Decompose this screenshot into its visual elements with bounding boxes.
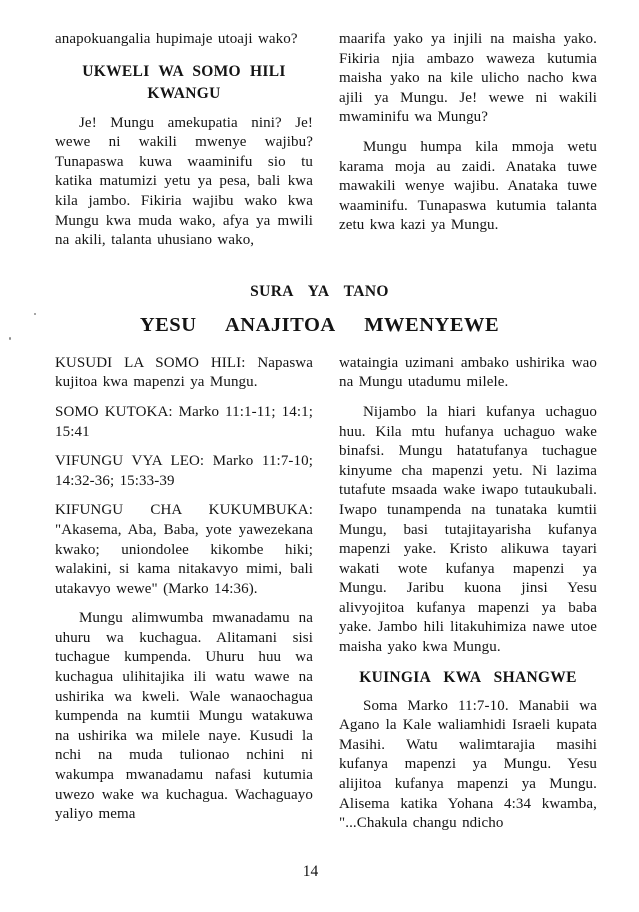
paragraph-continuation: wataingia uzimani ambako ushirika wao na Mungu utadumu milele. xyxy=(339,354,597,391)
section-heading-ukweli: UKWELI WA SOMO HILI KWANGU xyxy=(82,62,286,102)
scan-speck xyxy=(9,337,11,340)
bottom-section xyxy=(0,337,639,840)
bottom-right-column xyxy=(339,354,597,840)
lesson-reading: SOMO KUTOKA: Marko 11:1-11; 14:1; 15:41 xyxy=(55,403,313,440)
paragraph-continuation: anapokuangalia hupimaje utoaji wako? xyxy=(55,31,298,47)
bottom-left-column xyxy=(55,354,313,840)
chapter-number-heading: SURA YA TANO xyxy=(250,282,389,300)
paragraph: Nijambo la hiari kufanya uchaguo huu. Kila mtu hufanya uchaguo wake binafsi. Mungu hatatufanya tuchague kinyume cha mapenzi yetu. Ni lazima tutafute msaada wake iwapo tutaukubali. Iwapo tunampenda na tunataka kumtii Mungu, basi tutajitayarisha kufanya mapenzi yake. Kristo alikuwa tayari wakati wote kufanya mapenzi ya Mungu. Jaribu kuona jinsi Yesu alivyojitoa kufanya mapenzi ya baba yake. Jambo hili litakuhimiza nawe utoe maisha yako kwa Mungu. xyxy=(339,403,597,656)
page-number: 14 xyxy=(302,863,319,880)
paragraph: Mungu alimwumba mwanadamu na uhuru wa kuchagua. Alitamani sisi tuchague kumpenda. Uhuru huu wa kuchagua ulihitajika ili watu wawe na ushirika wa kweli. Wale wanaochagua kumpenda na kumtii Mungu watakuwa na ushirika wa milele naye. Kusudi la nchi na muda tulionao nchini ni wakumpa mwanadamu nafasi kutumia uwezo wake wa kuchagua. Wachaguayo yaliyo mema xyxy=(55,610,313,823)
chapter-title: YESU ANAJITOA MWENYEWE xyxy=(139,313,500,336)
section-heading-kuingia: KUINGIA KWA SHANGWE xyxy=(359,668,577,686)
top-section xyxy=(0,0,639,257)
paragraph: Je! Mungu amekupatia nini? Je! wewe ni wakili mwenye wajibu? Tunapaswa kuwa waaminifu sio tu katika matumizi yetu ya pesa, bali kwa kila jambo. Fikiria wajibu wako kwa Mungu kwa muda wako, afya ya mwili na akili, talanta uhusiano wako, xyxy=(55,114,313,249)
paragraph: Mungu humpa kila mmoja wetu karama moja au zaidi. Anataka tuwe mawakili wenye wajibu. Anataka tuwe waaminifu. Tunapaswa kutumia talanta zetu kwa kazi ya Mungu. xyxy=(339,138,597,234)
paragraph: Soma Marko 11:7-10. Manabii wa Agano la Kale waliamhidi Israeli kupata Masihi. Watu walimtarajia masihi kufanya mapenzi ya Mungu. Yesu alijitoa kufanya mapenzi ya Mungu. Alisema katika Yohana 4:34 kwamba, "...Chakula changu ndicho xyxy=(339,697,597,832)
paragraph-continuation: maarifa yako ya injili na maisha yako. Fikiria njia ambazo waweza kutumia maisha yako na kile ulicho nacho kwa ajili ya Mungu. Je! wewe ni wakili mwaminifu wa Mungu? xyxy=(339,31,597,126)
top-left-column xyxy=(55,30,313,257)
memory-verse: KIFUNGU CHA KUKUMBUKA: "Akasema, Aba, Baba, yote yawezekana kwako; uniondolee kikombe hiki; walakini, si kama nitakavyo mimi, bali utakavyo wewe" (Marko 14:36). xyxy=(55,502,313,597)
top-right-column xyxy=(339,30,597,257)
lesson-passages: VIFUNGU VYA LEO: Marko 11:7-10; 14:32-36; 15:33-39 xyxy=(55,453,313,489)
scan-speck xyxy=(34,313,36,315)
lesson-purpose: KUSUDI LA SOMO HILI: Napaswa kujitoa kwa mapenzi ya Mungu. xyxy=(55,354,313,391)
